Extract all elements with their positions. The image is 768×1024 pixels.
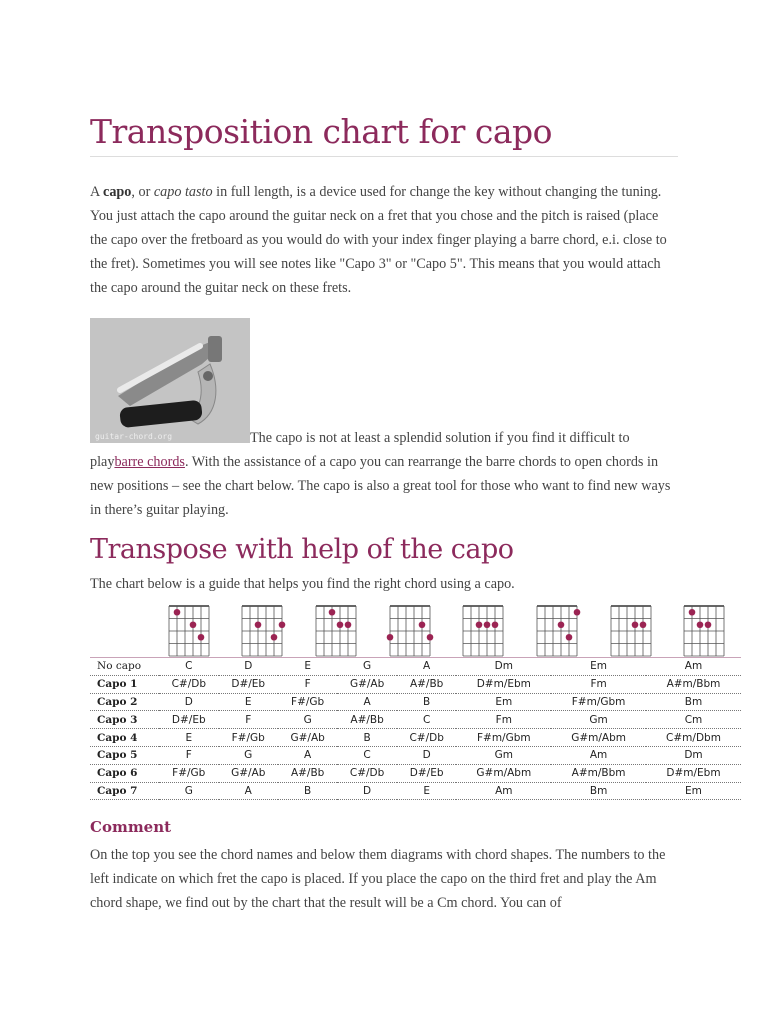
finger-dot <box>558 621 565 628</box>
table-cell: Dm <box>646 746 741 764</box>
finger-dot <box>190 621 197 628</box>
table-cell: G <box>159 782 219 800</box>
chord-grid <box>678 602 730 658</box>
row-label: No capo <box>90 658 159 675</box>
table-cell: Gm <box>456 746 551 764</box>
table-cell: E <box>278 658 337 675</box>
intro-text-2: , or <box>131 184 154 200</box>
table-cell: D#m/Ebm <box>646 764 741 782</box>
table-cell: A#/Bb <box>397 675 457 693</box>
finger-dot <box>271 634 278 641</box>
row-label: Capo 2 <box>90 693 159 711</box>
finger-dot <box>337 621 344 628</box>
table-cell: F#/Gb <box>219 729 278 747</box>
finger-dot <box>418 621 425 628</box>
table-cell: B <box>337 729 397 747</box>
table-cell: A#m/Bbm <box>646 675 741 693</box>
table-cell: Em <box>551 658 646 675</box>
table-cell: C#/Db <box>397 729 457 747</box>
finger-dot <box>574 609 581 616</box>
table-cell: C <box>159 658 219 675</box>
comment-heading: Comment <box>90 818 172 836</box>
table-cell: Am <box>551 746 646 764</box>
table-cell: B <box>278 782 337 800</box>
table-cell: E <box>159 729 219 747</box>
chord-diagrams <box>70 602 730 658</box>
table-cell: F#/Gb <box>278 693 337 711</box>
table-cell: D <box>337 782 397 800</box>
table-cell: Dm <box>456 658 551 675</box>
finger-dot <box>566 634 573 641</box>
table-cell: C#m/Dbm <box>646 729 741 747</box>
table-cell: Bm <box>551 782 646 800</box>
intro-capo-tasto-italic: capo tasto <box>153 184 213 200</box>
chord-grid <box>384 602 436 658</box>
para2-text-1: The capo is not at least a splendid solution if you find it difficult to play <box>90 430 630 470</box>
finger-dot <box>279 621 286 628</box>
finger-dot <box>631 621 638 628</box>
chord-diagram-am <box>678 602 730 658</box>
intro-text-1: A <box>90 184 104 200</box>
table-cell: Em <box>646 782 741 800</box>
table-cell: D#m/Ebm <box>456 675 551 693</box>
finger-dot <box>255 621 262 628</box>
table-cell: G#m/Abm <box>456 764 551 782</box>
para2-text-2: . With the assistance of a capo you can rearrange the barre chords to open chords in new positions – see the chart below. The capo is also a great tool for those who want to find new ways in there’s guitar playing. <box>90 454 671 518</box>
table-cell: C#/Db <box>337 764 397 782</box>
finger-dot <box>476 621 483 628</box>
transposition-table <box>90 658 741 800</box>
chord-grid <box>163 602 215 658</box>
row-label: Capo 6 <box>90 764 159 782</box>
chord-grid <box>236 602 288 658</box>
row-label: Capo 7 <box>90 782 159 800</box>
table-cell: A <box>397 658 457 675</box>
table-cell: A#/Bb <box>337 711 397 729</box>
table-cell: G <box>337 658 397 675</box>
table-cell: D <box>159 693 219 711</box>
section-heading: Transpose with help of the capo <box>90 534 514 565</box>
table-row <box>90 711 741 729</box>
paragraph-two <box>90 426 680 522</box>
row-label: Capo 3 <box>90 711 159 729</box>
table-cell: Am <box>456 782 551 800</box>
finger-dot <box>697 621 704 628</box>
chord-diagram-em <box>605 602 657 658</box>
table-cell: A#m/Bbm <box>551 764 646 782</box>
table-cell: C#/Db <box>159 675 219 693</box>
table-cell: B <box>397 693 457 711</box>
photo-watermark: guitar-chord.org <box>95 432 173 441</box>
table-cell: F <box>219 711 278 729</box>
table-cell: G <box>219 746 278 764</box>
table-cell: A <box>219 782 278 800</box>
chord-grid <box>457 602 509 658</box>
table-cell: C <box>337 746 397 764</box>
table-cell: F#m/Gbm <box>551 693 646 711</box>
table-row <box>90 693 741 711</box>
intro-text-3: in full length, is a device used for change the key without changing the tuning. You just attach the capo around the guitar neck on a fret that you chose and the pitch is raised (place the capo over the fretboard as you would do with your index finger playing a barre chord, e.i. close to the fret). Sometimes you will see notes like "Capo 3" or "Capo 5". This means that you would attach the capo around the guitar neck on these frets. <box>90 184 667 296</box>
table-row <box>90 746 741 764</box>
comment-paragraph: On the top you see the chord names and below them diagrams with chord shapes. The numbers to the left indicate on which fret the capo is placed. If you place the capo on the third fret and play the Am chord shape, we find out by the chart that the result will be a Cm chord. You can of <box>90 847 666 911</box>
row-label: Capo 4 <box>90 729 159 747</box>
table-cell: D <box>397 746 457 764</box>
table-cell: Gm <box>551 711 646 729</box>
capo-image <box>90 318 250 443</box>
finger-dot <box>705 621 712 628</box>
chord-diagram-a <box>457 602 509 658</box>
table-cell: C <box>397 711 457 729</box>
page-title: Transposition chart for capo <box>90 112 552 151</box>
finger-dot <box>345 621 352 628</box>
row-label: Capo 5 <box>90 746 159 764</box>
finger-dot <box>198 634 205 641</box>
finger-dot <box>689 609 696 616</box>
table-cell: E <box>397 782 457 800</box>
finger-dot <box>639 621 646 628</box>
row-label: Capo 1 <box>90 675 159 693</box>
table-cell: Em <box>456 693 551 711</box>
table-cell: Fm <box>551 675 646 693</box>
table-cell: F#m/Gbm <box>456 729 551 747</box>
table-cell: F <box>278 675 337 693</box>
title-divider <box>90 156 678 157</box>
table-cell: F <box>159 746 219 764</box>
table-row <box>90 782 741 800</box>
chord-diagram-e <box>310 602 362 658</box>
table-cell: D <box>219 658 278 675</box>
intro-paragraph <box>90 180 678 300</box>
table-cell: G#/Ab <box>219 764 278 782</box>
table-cell: A <box>278 746 337 764</box>
chord-grid <box>531 602 583 658</box>
chord-grid <box>310 602 362 658</box>
finger-dot <box>484 621 491 628</box>
table-cell: Am <box>646 658 741 675</box>
table-row <box>90 658 741 675</box>
table-cell: G#m/Abm <box>551 729 646 747</box>
table-cell: Cm <box>646 711 741 729</box>
intro-capo-bold: capo <box>103 184 132 200</box>
chord-diagram-d <box>236 602 288 658</box>
table-cell: G <box>278 711 337 729</box>
table-cell: Fm <box>456 711 551 729</box>
table-cell: G#/Ab <box>337 675 397 693</box>
table-cell: F#/Gb <box>159 764 219 782</box>
chord-diagram-g <box>384 602 436 658</box>
table-cell: D#/Eb <box>219 675 278 693</box>
finger-dot <box>329 609 336 616</box>
table-row <box>90 729 741 747</box>
chord-diagram-dm <box>531 602 583 658</box>
chord-grid <box>605 602 657 658</box>
finger-dot <box>386 634 393 641</box>
finger-dot <box>426 634 433 641</box>
table-cell: G#/Ab <box>278 729 337 747</box>
table-cell: E <box>219 693 278 711</box>
barre-chords-link[interactable]: barre chords <box>114 454 185 470</box>
chord-diagram-c <box>163 602 215 658</box>
table-row <box>90 675 741 693</box>
table-cell: A#/Bb <box>278 764 337 782</box>
capo-photo <box>90 318 250 443</box>
table-cell: Bm <box>646 693 741 711</box>
table-row <box>90 764 741 782</box>
table-cell: D#/Eb <box>159 711 219 729</box>
finger-dot <box>492 621 499 628</box>
chart-intro: The chart below is a guide that helps you find the right chord using a capo. <box>90 576 515 592</box>
table-cell: D#/Eb <box>397 764 457 782</box>
table-cell: A <box>337 693 397 711</box>
finger-dot <box>174 609 181 616</box>
